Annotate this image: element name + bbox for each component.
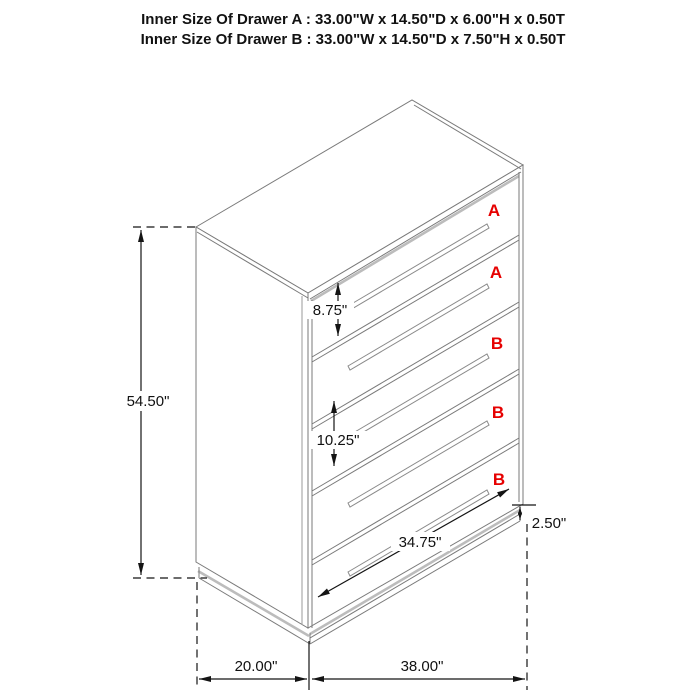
cabinet-side-face bbox=[196, 227, 308, 628]
drawer-label: A bbox=[489, 263, 503, 282]
depth-value: 20.00" bbox=[234, 658, 278, 675]
title-line-drawer-b: Inner Size Of Drawer B : 33.00"W x 14.50"D x 7.50"H x 0.50T bbox=[140, 31, 566, 48]
drawer-a-height-value: 8.75" bbox=[312, 302, 348, 319]
title-line-drawer-a: Inner Size Of Drawer A : 33.00"W x 14.50"D x 6.00"H x 0.50T bbox=[141, 11, 565, 28]
base-height-value: 2.50" bbox=[531, 515, 567, 532]
drawer-label: B bbox=[491, 403, 505, 422]
overall-height-value: 54.50" bbox=[126, 393, 170, 410]
drawer-label: B bbox=[492, 470, 506, 489]
drawer-label: A bbox=[487, 201, 501, 220]
width-value: 38.00" bbox=[400, 658, 444, 675]
drawer-label: B bbox=[490, 334, 504, 353]
drawer-front-width-value: 34.75" bbox=[398, 534, 442, 551]
drawer-b-height-value: 10.25" bbox=[316, 432, 360, 449]
